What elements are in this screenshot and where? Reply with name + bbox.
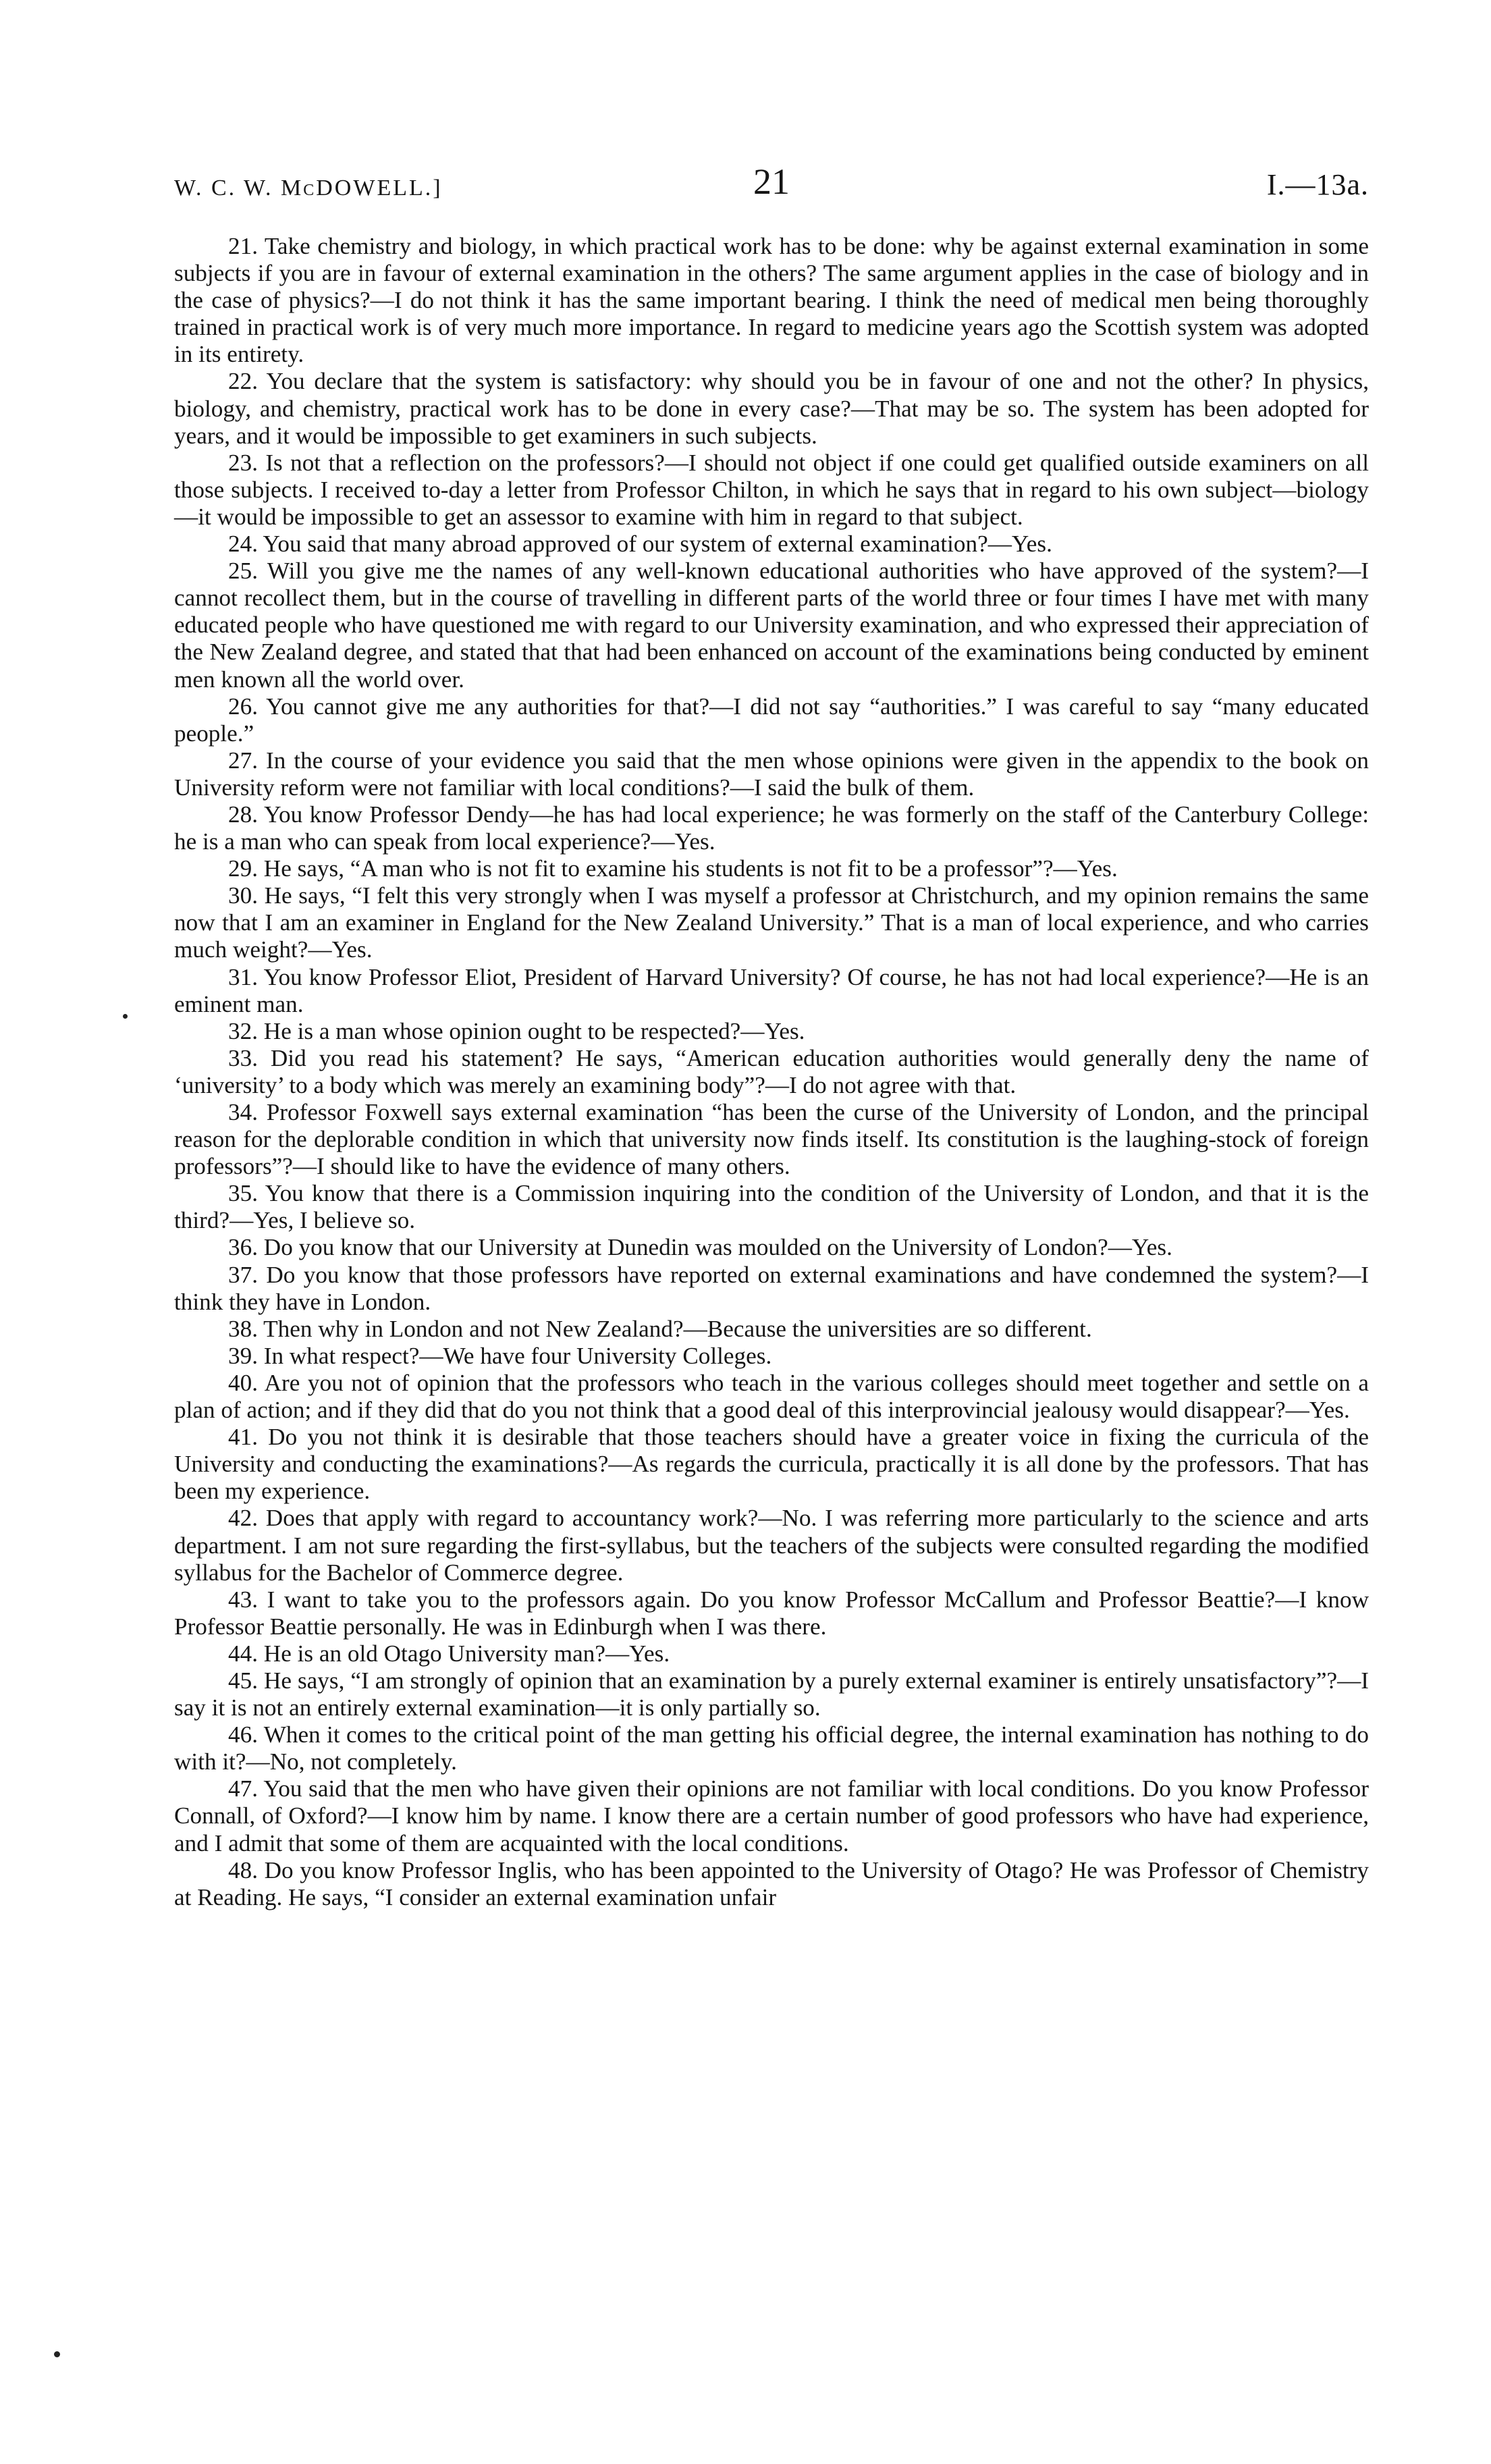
question-25: 25. Will you give me the names of any well-known educational authorities who have approved of the system?—I cannot recollect them, but in the course of travelling in different parts of the world three or four times I have met with many educated people who have questioned me with regard to our University examination, and who expressed their appreciation of the New Zealand degree, and stated that that had been enhanced on account of the examinations being conducted by eminent men known all the world over. xyxy=(174,558,1369,693)
question-37: 37. Do you know that those professors have reported on external examinations and have condemned the system?—I think they have in London. xyxy=(174,1261,1369,1315)
question-32: 32. He is a man whose opinion ought to be respected?—Yes. xyxy=(228,1017,805,1044)
question-38: 38. Then why in London and not New Zealand?—Because the universities are so different. xyxy=(228,1315,1092,1342)
question-27: 27. In the course of your evidence you said that the men whose opinions were given in the appendix to the book on University reform were not familiar with local conditions?—I said the bulk of them. xyxy=(174,747,1369,801)
scan-speck xyxy=(123,1014,128,1019)
question-33: 33. Did you read his statement? He says, “American education authorities would generally deny the name of ‘university’ to a body which was merely an examining body”?—I do not agree with that. xyxy=(174,1044,1369,1098)
question-36: 36. Do you know that our University at Dunedin was moulded on the University of London?—Yes. xyxy=(228,1234,1172,1261)
question-42: 42. Does that apply with regard to accountancy work?—No. I was referring more particularly to the science and arts department. I am not sure regarding the first-syllabus, but the teachers of the subjects were consulted regarding the modified syllabus for the Bachelor of Commerce degree. xyxy=(174,1505,1369,1586)
scan-speck xyxy=(54,2351,60,2357)
question-29: 29. He says, “A man who is not fit to examine his students is not fit to be a professor”?—Yes. xyxy=(228,855,1118,882)
page-number: 21 xyxy=(753,161,790,202)
question-30: 30. He says, “I felt this very strongly when I was myself a professor at Christchurch, and my opinion remains the same now that I am an examiner in England for the New Zealand University.” That is a man of local experience, and who carries much weight?—Yes. xyxy=(174,882,1369,963)
question-22: 22. You declare that the system is satisfactory: why should you be in favour of one and not the other? In physics, biology, and chemistry, practical work has to be done in every case?—That may be so. The system has been adopted for years, and it would be impossible to get examiners in such subjects. xyxy=(174,368,1369,449)
question-45: 45. He says, “I am strongly of opinion that an examination by a purely external examiner is entirely unsatisfactory”?—I say it is not an entirely external examination—it is only partially so. xyxy=(174,1667,1369,1721)
document-reference: I.—13a. xyxy=(1266,168,1369,201)
question-41: 41. Do you not think it is desirable that those teachers should have a greater voice in fixing the curricula of the University and conducting the examinations?—As regards the curricula, practically it is all done by the professors. That has been my experience. xyxy=(174,1424,1369,1505)
question-40: 40. Are you not of opinion that the professors who teach in the various colleges should meet together and settle on a plan of action; and if they did that do you not think that a good deal of this interprovincial jealousy would disappear?—Yes. xyxy=(174,1369,1369,1424)
page-header xyxy=(174,161,1369,215)
header-witness-name: W. C. W. McDOWELL.] xyxy=(174,176,443,200)
question-34: 34. Professor Foxwell says external examination “has been the curse of the University of London, and the principal reason for the deplorable condition in which that university now finds itself. Its constitution is the laughing-stock of foreign professors”?—I should like to have the evidence of many others. xyxy=(174,1099,1369,1180)
question-44: 44. He is an old Otago University man?—Yes. xyxy=(228,1640,670,1667)
evidence-text xyxy=(174,233,1369,1911)
question-31: 31. You know Professor Eliot, President of Harvard University? Of course, he has not had local experience?—He is an eminent man. xyxy=(174,963,1369,1017)
question-35: 35. You know that there is a Commission inquiring into the condition of the University of London, and that it is the third?—Yes, I believe so. xyxy=(174,1180,1369,1234)
question-43: 43. I want to take you to the professors again. Do you know Professor McCallum and Professor Beattie?—I know Professor Beattie personally. He was in Edinburgh when I was there. xyxy=(174,1586,1369,1640)
question-47: 47. You said that the men who have given their opinions are not familiar with local conditions. Do you know Professor Connall, of Oxford?—I know him by name. I know there are a certain number of good professors who have had experience, and I admit that some of them are acquainted with the local conditions. xyxy=(174,1775,1369,1856)
question-46: 46. When it comes to the critical point of the man getting his official degree, the internal examination has nothing to do with it?—No, not completely. xyxy=(174,1721,1369,1775)
question-21: 21. Take chemistry and biology, in which practical work has to be done: why be against external examination in some subjects if you are in favour of external examination in the others? The same argument applies in the case of biology and in the case of physics?—I do not think it has the same important bearing. I think the need of medical men being thoroughly trained in practical work is of very much more importance. In regard to medicine years ago the Scottish system was adopted in its entirety. xyxy=(174,233,1369,368)
question-48: 48. Do you know Professor Inglis, who has been appointed to the University of Otago? He was Professor of Chemistry at Reading. He says, “I consider an external examination unfair xyxy=(174,1856,1369,1910)
question-28: 28. You know Professor Dendy—he has had local experience; he was formerly on the staff of the Canterbury College: he is a man who can speak from local experience?—Yes. xyxy=(174,801,1369,855)
question-39: 39. In what respect?—We have four University Colleges. xyxy=(228,1342,772,1369)
question-23: 23. Is not that a reflection on the professors?—I should not object if one could get qualified outside examiners on all those subjects. I received to-day a letter from Professor Chilton, in which he says that in regard to his own subject—biology—it would be impossible to get an assessor to examine with him in regard to that subject. xyxy=(174,449,1369,530)
question-24: 24. You said that many abroad approved of our system of external examination?—Yes. xyxy=(228,531,1052,558)
question-26: 26. You cannot give me any authorities for that?—I did not say “authorities.” I was careful to say “many educated people.” xyxy=(174,693,1369,747)
